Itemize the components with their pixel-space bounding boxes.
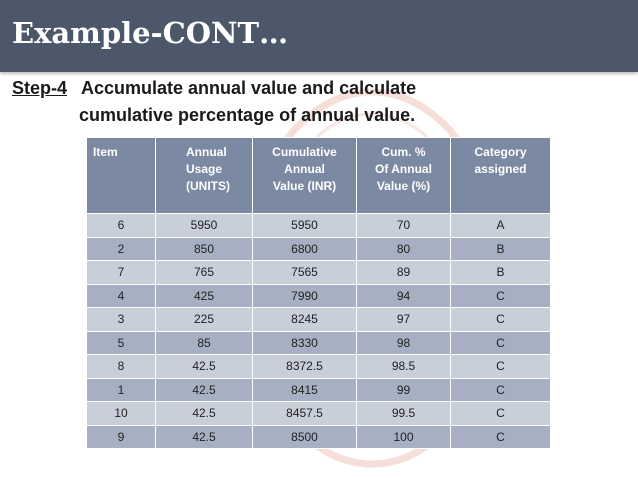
cell-item: 1 bbox=[87, 378, 156, 402]
table-row bbox=[87, 402, 551, 426]
cell-item: 7 bbox=[87, 261, 156, 285]
cell-category: A bbox=[451, 214, 551, 238]
cell-category: C bbox=[451, 402, 551, 426]
cell-cumulative-percent: 98 bbox=[357, 331, 451, 355]
cell-category: C bbox=[451, 425, 551, 449]
table-row bbox=[87, 331, 551, 355]
cell-cumulative-value: 7990 bbox=[253, 284, 357, 308]
step-label: Step-4 bbox=[12, 78, 68, 98]
cell-cumulative-percent: 94 bbox=[357, 284, 451, 308]
slide-title: Example-CONT… bbox=[12, 16, 289, 50]
cell-cumulative-percent: 99 bbox=[357, 378, 451, 402]
cell-cumulative-value: 6800 bbox=[253, 237, 357, 261]
cell-annual-usage: 850 bbox=[156, 237, 253, 261]
step-text-line1: Accumulate annual value and calculate bbox=[81, 78, 417, 98]
cell-annual-usage: 425 bbox=[156, 284, 253, 308]
cell-cumulative-percent: 97 bbox=[357, 308, 451, 332]
cell-annual-usage: 765 bbox=[156, 261, 253, 285]
cell-category: B bbox=[451, 261, 551, 285]
cell-category: C bbox=[451, 331, 551, 355]
cell-cumulative-percent: 100 bbox=[357, 425, 451, 449]
cell-annual-usage: 5950 bbox=[156, 214, 253, 238]
cell-cumulative-percent: 80 bbox=[357, 237, 451, 261]
cell-cumulative-percent: 98.5 bbox=[357, 355, 451, 379]
cell-cumulative-percent: 70 bbox=[357, 214, 451, 238]
cell-category: C bbox=[451, 284, 551, 308]
cell-cumulative-percent: 89 bbox=[357, 261, 451, 285]
cell-category: B bbox=[451, 237, 551, 261]
step-heading bbox=[12, 78, 416, 99]
table-row bbox=[87, 355, 551, 379]
title-bar bbox=[0, 0, 638, 72]
table-row bbox=[87, 308, 551, 332]
cell-annual-usage: 42.5 bbox=[156, 425, 253, 449]
cell-annual-usage: 225 bbox=[156, 308, 253, 332]
cell-cumulative-percent: 99.5 bbox=[357, 402, 451, 426]
cell-annual-usage: 42.5 bbox=[156, 355, 253, 379]
cell-category: C bbox=[451, 355, 551, 379]
cell-cumulative-value: 8372.5 bbox=[253, 355, 357, 379]
cell-item: 5 bbox=[87, 331, 156, 355]
cell-item: 3 bbox=[87, 308, 156, 332]
cell-cumulative-value: 8457.5 bbox=[253, 402, 357, 426]
cell-cumulative-value: 8415 bbox=[253, 378, 357, 402]
cell-item: 4 bbox=[87, 284, 156, 308]
header-cumulative-value: Cumulative Annual Value (INR) bbox=[253, 138, 357, 214]
step-text-line2: cumulative percentage of annual value. bbox=[79, 105, 416, 125]
cell-category: C bbox=[451, 308, 551, 332]
header-cumulative-percent: Cum. % Of Annual Value (%) bbox=[357, 138, 451, 214]
table-row bbox=[87, 378, 551, 402]
abc-analysis-table bbox=[86, 137, 551, 449]
table-row bbox=[87, 425, 551, 449]
cell-item: 6 bbox=[87, 214, 156, 238]
cell-annual-usage: 42.5 bbox=[156, 378, 253, 402]
cell-annual-usage: 42.5 bbox=[156, 402, 253, 426]
table-row bbox=[87, 214, 551, 238]
cell-cumulative-value: 8245 bbox=[253, 308, 357, 332]
cell-cumulative-value: 7565 bbox=[253, 261, 357, 285]
table-row bbox=[87, 284, 551, 308]
header-category: Category assigned bbox=[451, 138, 551, 214]
header-item: Item bbox=[87, 138, 156, 214]
cell-cumulative-value: 8330 bbox=[253, 331, 357, 355]
table-header-row bbox=[87, 138, 551, 214]
cell-category: C bbox=[451, 378, 551, 402]
cell-cumulative-value: 8500 bbox=[253, 425, 357, 449]
cell-cumulative-value: 5950 bbox=[253, 214, 357, 238]
header-annual-usage: Annual Usage (UNITS) bbox=[156, 138, 253, 214]
table-row bbox=[87, 261, 551, 285]
cell-item: 9 bbox=[87, 425, 156, 449]
cell-item: 8 bbox=[87, 355, 156, 379]
table-row bbox=[87, 237, 551, 261]
cell-item: 10 bbox=[87, 402, 156, 426]
cell-item: 2 bbox=[87, 237, 156, 261]
cell-annual-usage: 85 bbox=[156, 331, 253, 355]
